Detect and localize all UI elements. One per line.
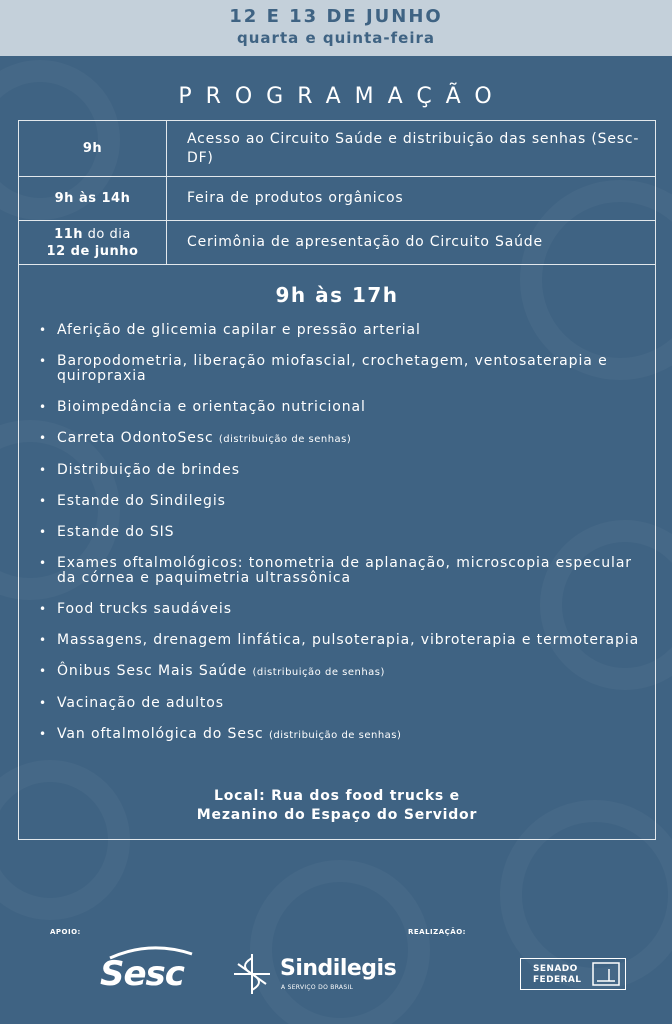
sesc-logo: [100, 946, 200, 996]
list-item: • Baropodometria, liberação miofascial, crochetagem, ventosaterapia e quiropraxia: [39, 353, 608, 384]
apoio-label: APOIO:: [50, 928, 81, 936]
schedule-row: [19, 221, 655, 265]
sesc-logo-text: Sesc: [100, 954, 184, 994]
list-item: • Massagens, drenagem linfática, pulsoterapia, vibroterapia e termoterapia: [39, 632, 640, 648]
list-item: • Vacinação de adultos: [39, 695, 224, 711]
list-item: • Aferição de glicemia capilar e pressão arterial: [39, 322, 421, 338]
schedule-time: 9h às 14h: [19, 177, 167, 220]
list-item-note: (distribuição de senhas): [269, 730, 402, 741]
list-item: • Bioimpedância e orientação nutricional: [39, 399, 366, 415]
sindilegis-emblem-icon: [230, 952, 274, 996]
event-date: 12 E 13 DE JUNHO: [229, 6, 443, 27]
schedule-time-connector: do dia: [83, 226, 131, 242]
activities-list: [37, 323, 647, 759]
list-item-note: (distribuição de senhas): [252, 667, 385, 678]
list-item: • Carreta OdontoSesc (distribuição de senhas): [39, 430, 352, 446]
list-item: • Van oftalmológica do Sesc (distribuição de senhas): [39, 726, 402, 742]
list-item: • Exames oftalmológicos: tonometria de aplanação, microscopia especular da córnea e paquimetria ultrassônica: [39, 555, 632, 586]
senado-federal-logo: [520, 958, 626, 990]
schedule-frame: [18, 120, 656, 840]
realizacao-label: REALIZAÇÃO:: [408, 928, 466, 936]
programacao-title: PROGRAMAÇÃO: [178, 84, 506, 109]
date-header: [0, 0, 672, 56]
location-line-1: Local: Rua dos food trucks e: [214, 788, 460, 804]
schedule-time: 9h: [19, 121, 167, 176]
schedule-description: Acesso ao Circuito Saúde e distribuição das senhas (Sesc-DF): [187, 130, 640, 166]
schedule-time-hour: 11h: [54, 226, 84, 242]
sindilegis-logo: [230, 950, 400, 998]
schedule-time-day: 12 de junho: [46, 243, 139, 259]
list-item-note: (distribuição de senhas): [218, 434, 352, 445]
list-item: • Estande do Sindilegis: [39, 493, 226, 509]
main-time: 9h às 17h: [275, 283, 399, 307]
list-item: • Food trucks saudáveis: [39, 601, 232, 617]
sindilegis-logo-text: Sindilegis: [280, 956, 397, 981]
senado-logo-text: SENADO FEDERAL: [533, 964, 582, 985]
list-item: • Estande do SIS: [39, 524, 175, 540]
schedule-row: [19, 121, 655, 177]
sindilegis-tagline: A SERVIÇO DO BRASIL: [281, 984, 354, 991]
schedule-time: [19, 221, 167, 264]
schedule-description: Feira de produtos orgânicos: [187, 190, 404, 206]
senado-building-icon: [591, 961, 621, 987]
schedule-description: Cerimônia de apresentação do Circuito Saúde: [187, 234, 543, 250]
list-item: • Ônibus Sesc Mais Saúde (distribuição de senhas): [39, 663, 385, 679]
schedule-row: [19, 177, 655, 221]
location-info: [19, 787, 655, 825]
location-line-2: Mezanino do Espaço do Servidor: [196, 807, 478, 823]
list-item: • Distribuição de brindes: [39, 462, 240, 478]
event-days: quarta e quinta-feira: [237, 29, 435, 47]
